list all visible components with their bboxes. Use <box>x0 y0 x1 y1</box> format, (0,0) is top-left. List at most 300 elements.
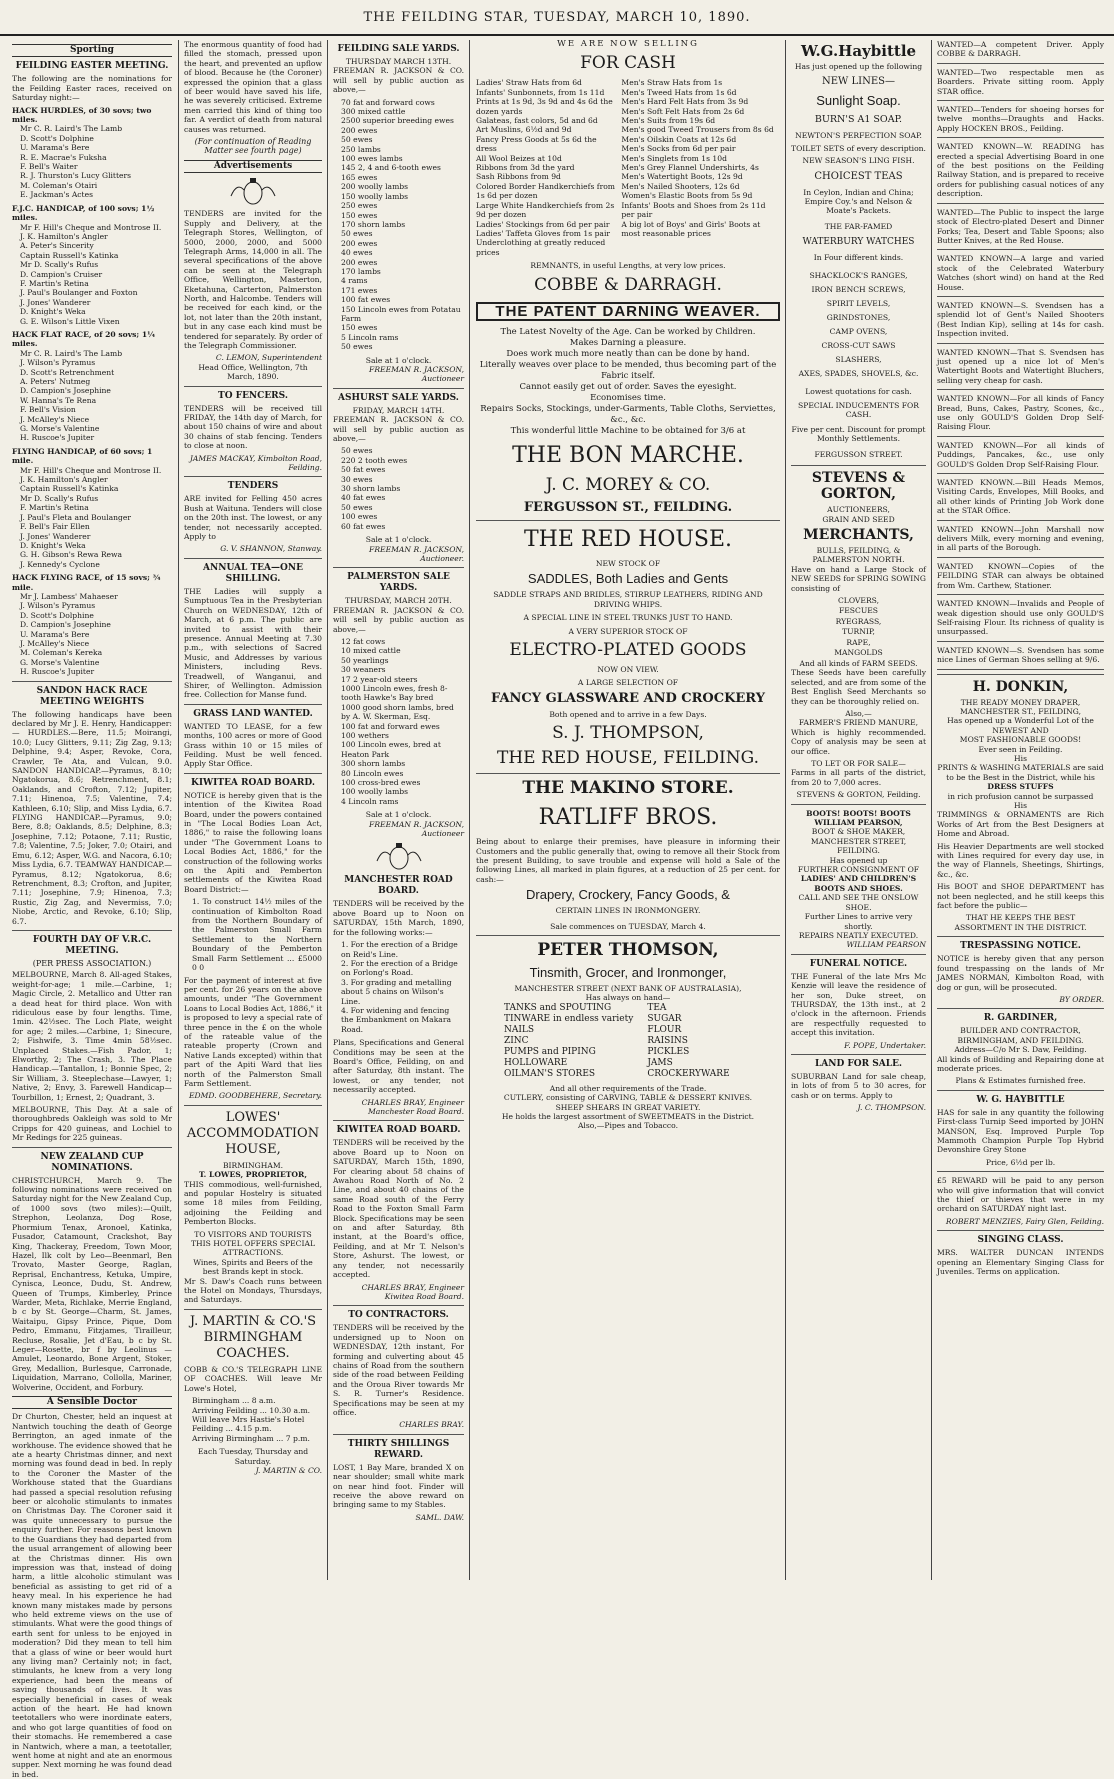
list-item: 200 ewes <box>341 238 378 248</box>
list-item: F. Bell's Fair Ellen <box>20 522 90 532</box>
list-item: CLOVERS, <box>837 595 880 605</box>
list-item: 170 shorn lambs <box>341 219 406 229</box>
list-item: W. Hanna's Te Rena <box>20 395 97 405</box>
ad-text: Has opened up a Wonderful Lot of the <box>947 716 1094 726</box>
ad-title: THE MAKINO STORE. <box>522 778 734 799</box>
list-item: TEA <box>647 1002 667 1013</box>
ad-heading: MANCHESTER ROAD BOARD. <box>344 875 453 897</box>
ad-text: Lowest quotations for cash. <box>805 386 912 396</box>
ad-text: MANCHESTER STREET, FEILDING. <box>810 836 907 856</box>
entry-list <box>20 349 172 443</box>
list-item: D. Scott's Dolphine <box>20 610 94 620</box>
text-line: This wonderful little Machine to be obtained for 3/6 at <box>510 425 746 436</box>
ad-heading: TO FENCERS. <box>218 390 288 401</box>
list-item: Underclothing at greatly reduced prices <box>476 238 606 257</box>
ad-text: REMNANTS, in useful Lengths, at very low prices. <box>530 261 726 271</box>
list-item: SHACKLOCK'S RANGES, <box>809 270 908 280</box>
list-item: Mr C. R. Laird's The Lamb <box>20 348 123 358</box>
list-item: F. Martin's Retina <box>20 278 89 288</box>
continuation-note: (For continuation of Reading Matter see fourth page) <box>194 137 312 156</box>
hardware-list <box>791 269 926 381</box>
ad-text: CALL AND SEE THE ONSLOW SHOE. <box>798 893 919 912</box>
list-item: 200 ewes <box>341 257 378 267</box>
ad-title: FANCY GLASSWARE AND CROCKERY <box>491 690 765 706</box>
list-item: 50 ewes <box>341 446 373 456</box>
ad-title: PETER THOMSON, <box>537 940 719 961</box>
ad-text: And all kinds of FARM SEEDS. <box>799 658 918 668</box>
ad-text: Ever seen in Feilding. <box>978 744 1063 754</box>
article-heading: SANDON HACK RACE MEETING WEIGHTS <box>36 685 148 707</box>
list-item: 50 ewes <box>341 342 373 352</box>
ad-title: Tinsmith, Grocer, and Ironmonger, <box>529 965 727 981</box>
list-item: Mr F. Hill's Cheque and Montrose II. <box>20 465 162 475</box>
ad-text: Head Office, Wellington, 7th March, 1890. <box>198 362 308 382</box>
list-item: RAISINS <box>647 1035 688 1046</box>
ad-text: MOST FASHIONABLE GOODS! <box>959 735 1082 745</box>
ad-heading: J. MARTIN & CO.'S BIRMINGHAM COACHES. <box>189 1313 317 1361</box>
list-item: G. Morse's Valentine <box>20 657 100 667</box>
list-item: 1000 Lincoln ewes, fresh 8-tooth Hawke's Bay bred <box>341 683 448 703</box>
ad-heading: KIWITEA ROAD BOARD. <box>191 777 315 788</box>
list-item: F. Bell's Waiter <box>20 162 78 172</box>
list-item: Arriving Feilding ... 10.30 a.m. <box>192 1405 311 1415</box>
list-item: 70 fat and forward cows <box>341 97 435 107</box>
goods-list-left <box>504 1003 633 1080</box>
ad-title: Sunlight Soap. <box>816 93 901 109</box>
ad-heading: FEILDING SALE YARDS. <box>337 44 460 54</box>
list-item: 100 wethers <box>341 731 389 740</box>
list-item: Captain Russell's Katinka <box>20 250 119 260</box>
list-item: RYEGRASS, <box>835 616 882 626</box>
list-item: F. Bell's Vision <box>20 405 76 415</box>
entry-list <box>20 466 172 569</box>
ad-text: MANCHESTER STREET (NEXT BANK OF AUSTRALASIA), <box>514 984 742 994</box>
ad-text: Five per cent. Discount for prompt Monthly Settlements. <box>791 424 926 444</box>
list-item: TURNIP, <box>842 627 875 637</box>
list-item: Men's Grey Flannel Undershirts, 4s <box>621 163 759 173</box>
list-item: R. E. Macrae's Fuksha <box>20 152 107 162</box>
ad-title: THE BON MARCHE. <box>512 442 744 468</box>
list-item: 2500 superior breeding ewes <box>341 116 454 126</box>
ad-text: AUCTIONEERS, <box>827 505 890 515</box>
ad-text: Further Lines to arrive very shortly. <box>804 912 913 931</box>
ad-heading: WE ARE NOW SELLING <box>557 39 699 49</box>
list-item: RAPE, <box>846 637 871 647</box>
ad-text: SPECIAL INDUCEMENTS FOR CASH. <box>798 401 919 420</box>
list-item: 50 ewes <box>341 229 373 239</box>
signature: EDMD. GOODBEHERE, Secretary. <box>188 1091 322 1101</box>
list-item: 170 lambs <box>341 266 381 276</box>
list-item: Men's Socks from 6d per pair <box>621 144 736 154</box>
signature: FREEMAN R. JACKSON, Auctioneer. <box>369 544 464 563</box>
text-line: Cannot easily get out of order. Saves the eyesight. <box>519 381 737 392</box>
list-item: J. Wilson's Pyramus <box>20 358 96 368</box>
ad-heading: SINGING CLASS. <box>977 1235 1064 1246</box>
ad-text: His Heavier Departments are well stocked with Lines required for every day use, in the way of Flannels, Sheetings, Shirtings, &c., &c. <box>937 841 1104 879</box>
wanted-notice: WANTED KNOWN—A large and varied stock of the Celebrated Waterbury Watches (short wind) on hand at the Red House. <box>937 254 1104 292</box>
list-item: AXES, SPADES, SHOVELS, &c. <box>798 368 919 378</box>
ad-text: BOOT & SHOE MAKER, <box>811 827 906 837</box>
article-text: The enormous quantity of food had filled the stomach, pressed upon the heart, and prevented an upflow of blood. Because he (the Coroner) expressed the opinion that a glass of beer would have saved his life, he was severely criticised. Extreme men carried this kind of thing too far. A verdict of death from natural causes was returned. <box>184 40 322 134</box>
ad-title: BOOTS! BOOTS! BOOTS <box>806 808 911 818</box>
list-item: ZINC <box>504 1035 529 1046</box>
text-line: Literally weaves over place to be mended, thus becoming part of the Fabric itself. <box>479 359 777 381</box>
ad-text: Plans, Specifications and General Conditions may be seen at the Board's Office, Feilding, on and after Saturday, 8th instant. The lowest, or any tender, not necessarily accepted. <box>333 1038 464 1095</box>
wanted-notice: WANTED—Two respectable men as Boarders. Private sitting room. Apply STAR office. <box>937 67 1104 96</box>
list-item: 10 mixed cattle <box>341 646 401 656</box>
list-item: Ladies' Stockings from 6d per pair <box>476 219 610 229</box>
stock-list <box>341 637 464 806</box>
list-item: Sash Ribbons from 9d <box>476 172 561 182</box>
list-item: All Wool Beizes at 10d <box>476 153 562 163</box>
list-item: NAILS <box>504 1024 535 1035</box>
list-item: F. Martin's Retina <box>20 503 89 513</box>
list-item: D. Campion's Josephine <box>20 620 111 630</box>
ad-title: THE RED HOUSE. <box>523 526 733 552</box>
wanted-notice: WANTED—Tenders for shoeing horses for twelve months—Draughts and Hacks. Apply HOCKEN BROS., Feilding. <box>937 105 1104 133</box>
list-item: 165 ewes <box>341 172 378 182</box>
list-item: Mr F. Hill's Cheque and Montrose II. <box>20 222 162 232</box>
list-item: TINWARE in endless variety <box>504 1013 634 1024</box>
ad-text: WANTED TO LEASE, for a few months, 100 acres or more of Good Grass within 10 or 15 miles of Feilding. Must be well fenced. Apply Star Office. <box>184 721 322 769</box>
list-item: 100 fat and forward ewes <box>341 721 440 731</box>
list-item: 150 ewes <box>341 323 378 333</box>
ad-heading: GRASS LAND WANTED. <box>193 708 313 719</box>
signature: BY ORDER. <box>1059 994 1104 1004</box>
list-item: 12 fat cows <box>341 636 386 646</box>
ad-subheading: THURSDAY, MARCH 20TH. <box>345 596 452 606</box>
ad-text: in rich profusion cannot be surpassed <box>947 791 1094 801</box>
ad-text: A SPECIAL LINE IN STEEL TRUNKS JUST TO HAND. <box>523 613 733 623</box>
list-item: 60 fat ewes <box>341 521 386 531</box>
list-item: Mr D. Scally's Rufus <box>20 260 99 270</box>
ad-heading: TO CONTRACTORS. <box>348 1310 449 1321</box>
list-item: D. Knight's Weka <box>20 307 86 317</box>
list-item: SUGAR <box>647 1013 682 1024</box>
ad-text: Empire Coy.'s and Nelson & Moate's Packets. <box>804 197 913 216</box>
list-item: J. K. Hamilton's Angler <box>20 475 108 485</box>
list-item: Men's Suits from 19s 6d <box>621 116 716 126</box>
list-item: Ribbons from 3d the yard <box>476 163 575 173</box>
ad-title: H. DONKIN, <box>972 678 1069 695</box>
list-item: 40 ewes <box>341 248 373 258</box>
list-item: G. E. Wilson's Little Vixen <box>20 316 120 326</box>
article-text: MELBOURNE, March 8. All-aged Stakes, weight-for-age; 1 mile.—Carbine, 1; Magic Circle, 2. Metallico and Utter ran a dead heat for third place. Won with ridiculous ease by four lengths. Time, 1min. 42½sec. The Loch Plate, weight for age; 2 miles.—Carbine, 1; Sinecure, 2; Fishwife, 3. Time 4min 58½sec. Unplaced Stakes.—Fish Pador, 1; Elworthy, 2; The Crash, 3. The Place Handicap.—Tantallon, 1; Bonnie Spec, 2; Sir William, 3. Steeplechase—Lawyer, 1; Native, 2; Envy, 3. Farewell Handicap—Tourbillon, 1; Ernest, 2; Quadrant, 3. <box>12 970 172 1102</box>
ad-text: NEW LINES— <box>822 76 895 88</box>
list-item: FLOUR <box>647 1024 682 1035</box>
ad-text: BOOTS AND SHOES. <box>814 883 903 893</box>
ad-heading: R. GARDINER, <box>983 1013 1058 1024</box>
wanted-notice: WANTED KNOWN—For all kinds of Fancy Bread, Buns, Cakes, Pastry, Scones, &c., use only GOULD'S Golden Drop Self-Raising Flour. <box>937 394 1104 432</box>
ad-text: THAT HE KEEPS THE BEST ASSORTMENT IN THE DISTRICT. <box>954 913 1087 932</box>
article-text: The following handicaps have been declared by Mr J. E. Henry, Handicapper:— HURDLES.—Bere, 11.5; Moirangi, 10.0; Lucy Glitters, 9.11; Zig Zag, 9.13; Delphine, 9.4; Asper, Revoke, Cora, Crawler, Te Ata, and Vulcan, 9.0. SANDON HANDICAP.—Pyramus, 8.10; Ngatokorua, 8.6; Retrenchment, 8.1; Oaklands, and Crofton, 7.12; Jupiter, 7.11; Hinenoa, 7.5; Valentine, 7.4; Kathleen, 6.10; Slip, and Miss Lydia, 6.7. FLYING HANDICAP.—Pyramus, 9.0; Bere, 8.8; Oaklands, 8.5; Delphine, 8.3; Josephine, 7.12; Potaone, 7.11; Rustic, 7.8; Valentine, 7.5; Joker, 7.0; Otairi, and Emu, 6.12; Asper, W.G. and Nacora, 6.10; Miss Lydia, 6.7. TEAMWAY HANDICAP.—Pyramus, 8.12; Ngatokorua, 8.6; Retrenchment, 8.3; Crofton, and Jupiter, 7.11; Josephine, 7.9; Hinenoa, 7.3; Rustic, Zig Zag, and Nevermiss, 7.0; Niobe, Arctic, and Revoke, 6.10; Slip, 6.7. <box>12 709 172 926</box>
entry-list <box>20 592 172 677</box>
signature: ROBERT MENZIES, Fairy Glen, Feilding. <box>945 1216 1104 1226</box>
ad-text: BURN'S A1 SOAP. <box>814 114 903 126</box>
ad-text: Farms in all parts of the district, from 20 to 7,000 acres. <box>791 768 926 787</box>
wanted-notice: WANTED KNOWN—Copies of the FEILDING STAR can always be obtained from Wm. Carthew, Stationer. <box>937 561 1104 590</box>
list-item: 150 Lincoln ewes from Potatau Farm <box>341 304 461 323</box>
list-item: IRON BENCH SCREWS, <box>811 284 906 294</box>
column-1 <box>12 40 172 1779</box>
ad-text: PRINTS & WASHING MATERIALS are said to be the Best in the District, while his <box>937 763 1104 782</box>
wanted-notice: WANTED KNOWN—S. Svendsen has some nice Lines of German Shoes selling at 9/6. <box>937 645 1104 665</box>
text-line: The Latest Novelty of the Age. Can be worked by Children. <box>500 326 756 337</box>
signature: FREEMAN R. JACKSON, Auctioneer <box>369 365 464 384</box>
signature: J. MARTIN & CO. <box>255 1465 322 1475</box>
list-item: 100 Lincoln ewes, bred at Heaton Park <box>341 740 441 759</box>
ad-title: STEVENS & GORTON, <box>811 470 906 503</box>
list-item: Men's Tweed Hats from 1s 6d <box>621 87 737 97</box>
ad-text: In Ceylon, Indian and China; <box>803 187 914 197</box>
ad-title: WILLIAM PEARSON, <box>814 818 903 828</box>
ad-text: Has opened up <box>829 855 888 865</box>
list-item: 17 2 year-old steers <box>341 674 418 684</box>
signature: SAML. DAW. <box>415 1512 464 1522</box>
list-item: 100 woolly lambs <box>341 787 409 797</box>
ad-title: RATLIFF BROS. <box>538 805 718 831</box>
list-item: G. Morse's Valentine <box>20 424 100 434</box>
ad-text: All kinds of Building and Repairing done at moderate prices. <box>937 1054 1104 1073</box>
list-item: 150 woolly lambs <box>341 191 409 201</box>
ad-title: COBBE & DARRAGH. <box>534 274 722 295</box>
wanted-notice: WANTED KNOWN—For all kinds of Puddings, Pancakes, &c., use only GOULD'S Golden Drop Self-Raising Flour. <box>937 440 1104 469</box>
list-item: 250 lambs <box>341 144 381 154</box>
column-6 <box>937 40 1104 1580</box>
ad-text: And all other requirements of the Trade. <box>549 1083 707 1093</box>
article-text: Dr Churton, Chester, held an inquest at Nantwich touching the death of George Berrington, an aged inmate of the workhouse. The evidence showed that he ate a hearty Christmas dinner, and next morning was found dead in bed. In reply to the Coroner the Master of the Workhouse stated that the Guardians had passed a special resolution refusing beer or alcoholic stimulants to inmates on Christmas Day. The Coroner said it was quite unnecessary to pursue the enquiry further. For reasons best known to the Guardians they had departed from the usual arrangement of allowing beer at the Christmas dinner. His own impression was that, instead of doing harm, a little alcoholic stimulant was beneficial as assisting to get rid of a heavy meal. In his experience he had known many mistakes made by persons who held extreme views on the use of stimulants. What were the good things of earth sent for unless to be enjoyed in moderation? Did they mean to tell him that a glass of wine or beer would hurt any living man? Certainly not; in fact, stimulants, he knew from a very long experience, had been the means of saving thousands of lives. It was especially beneficial in cases of weak action of the heart. He had known teetotallers who were inordinate eaters, and who got large quantities of food on their stomachs. He remembered a case in Nantwich, where a man, a teetotaller, went home at night and ate an enormous supper. Next morning he was found dead in bed. <box>12 1412 172 1779</box>
list-item: 5 Lincoln rams <box>341 332 399 342</box>
list-item: A. Peter's Sincerity <box>20 241 94 251</box>
ad-text: FERGUSSON STREET. <box>814 449 903 459</box>
ad-text: Sale at 1 o'clock. <box>365 355 432 365</box>
wanted-notice: WANTED KNOWN—John Marshall now delivers Milk, every morning and evening, in all parts of the Borough. <box>937 524 1104 553</box>
list-item: 100 ewes <box>341 512 378 522</box>
list-item: 100 cross-bred ewes <box>341 778 421 788</box>
wanted-notice: WANTED—A competent Driver. Apply COBBE & DARRAGH. <box>937 40 1104 59</box>
ad-text: Also,—Pipes and Tobacco. <box>577 1121 679 1131</box>
list-item: SLASHERS, <box>835 354 882 364</box>
ad-text: LOST, 1 Bay Mare, branded X on near shoulder; small white mark on near hind foot. Finder will receive the above reward on bringing same to my Stables. <box>333 1462 464 1510</box>
ad-text: Mr S. Daw's Coach runs between the Hotel on Mondays, Thursdays, and Saturdays. <box>184 1276 322 1305</box>
list-item: D. Scott's Retrenchment <box>20 367 115 377</box>
list-item: HOLLOWARE <box>504 1057 568 1068</box>
list-item: Captain Russell's Katinka <box>20 484 119 494</box>
list-item: MANGOLDS <box>834 648 883 658</box>
list-item: A big lot of Boys' and Girls' Boots at most reasonable prices <box>621 219 761 238</box>
list-item: 30 ewes <box>341 474 373 484</box>
ad-text: REPAIRS NEATLY EXECUTED. <box>798 930 919 940</box>
ad-text: DRESS STUFFS <box>987 782 1054 792</box>
list-item: J. Paul's Boulanger and Foxton <box>20 288 138 298</box>
ad-text: THE Ladies will supply a Sumptuous Tea in the Presbyterian Church on WEDNESDAY, 12th of March, at 6 p.m. The public are invited to assist with their presence. Annual Meeting at 7.30 p.m., with selections of Sacred Music, and Addresses by various Ministers, including Revs. Treadwell, of Wanganui, and Shirer, of Wellington. Admission free. Collection for Manse fund. <box>184 586 322 700</box>
list-item: 220 2 tooth ewes <box>341 455 408 465</box>
list-item: Mr J. Lambess' Mahaeser <box>20 591 118 601</box>
ad-title: ELECTRO-PLATED GOODS <box>509 639 747 660</box>
ad-text: Each Tuesday, Thursday and Saturday. <box>197 1447 309 1466</box>
list-item: Men's Oilskin Coats at 12s 6d <box>621 134 737 144</box>
list-item: 80 Lincoln ewes <box>341 768 404 778</box>
ad-text: NEWEST AND <box>992 725 1049 735</box>
ad-text: SHEEP SHEARS IN GREAT VARIETY. <box>555 1102 701 1112</box>
ad-text: NOW ON VIEW. <box>597 664 659 674</box>
list-item: J. Jones' Wanderer <box>20 297 91 307</box>
list-item: 200 ewes <box>341 125 378 135</box>
wanted-notice: WANTED KNOWN—S. Svendsen has a splendid lot of Gent's Nailed Shooters (Best Indian Kip), selling at 14s for cash. Inspection invited. <box>937 300 1104 339</box>
text-line: Makes Darning a pleasure. <box>569 337 687 348</box>
ad-text: TENDERS will be received by the undersigned up to Noon on WEDNESDAY, 12th instant, For forming and culverting about 45 chains of Road from the southern side of the road between Feilding and the Oroua River towards Mr S. R. Turner's Residence. Specifications may be seen at my office. <box>333 1323 464 1417</box>
ad-text: LADIES' AND CHILDREN'S <box>800 874 917 884</box>
list-item: CROCKERYWARE <box>647 1068 730 1079</box>
list-item: Colored Border Handkerchiefs from 1s 6d per dozen <box>476 181 615 201</box>
ad-text: Both opened and to arrive in a few Days. <box>549 709 707 719</box>
ad-title: W.G.Haybittle <box>800 42 917 60</box>
ad-text: CERTAIN LINES IN IRONMONGERY. <box>555 906 701 916</box>
list-item: CROSS-CUT SAWS <box>821 340 896 350</box>
ad-text: TOILET SETS of every description. <box>791 143 926 153</box>
ad-text: 1. To construct 14½ miles of the continuation of Kimbolton Road from the Northern Boundary of the Palmerston Small Farm Settlement to the Northern Boundary of the Pemberton Small Farm Settlement ... £5000 0 0 <box>192 897 322 973</box>
list-item: 250 ewes <box>341 201 378 211</box>
masthead: THE FEILDING STAR, TUESDAY, MARCH 10, 1890. <box>0 10 1114 36</box>
list-item: Fancy Press Goods at 5s 6d the dress <box>476 134 597 154</box>
signature: F. POPE, Undertaker. <box>844 1040 926 1050</box>
list-item: Large White Handkerchiefs from 2s 9d per dozen <box>476 200 615 220</box>
race-label: FLYING HANDICAP, of 60 sovs; 1 mile. <box>12 446 153 466</box>
list-item: J. Kennedy's Cyclone <box>20 559 100 569</box>
wanted-notices <box>937 40 1104 670</box>
list-item: J. Jones' Wanderer <box>20 531 91 541</box>
ad-text: NOTICE is hereby given that any person found trespassing on the lands of Mr JAMES NORMAN, Kimbolton Road, with dog or gun, will be prosecuted. <box>937 954 1104 992</box>
list-item: D. Campion's Cruiser <box>20 269 103 279</box>
ad-title: MERCHANTS, <box>803 526 914 543</box>
ad-text: NOTICE is hereby given that is the intention of the Kiwitea Road Board, under the powers contained in "The Local Bodies Loan Act, 1886," to raise the following loans under "The Government Loans to Local Bodies Act, 1886," for the construction of the following works on the Apiti and Pemberton settlements of the Kiwitea Road Board District:— <box>184 790 322 894</box>
list-item: 100 ewes lambs <box>341 154 403 164</box>
signature: CHARLES BRAY, Engineer Manchester Road Board. <box>361 1097 464 1116</box>
signature: C. LEMON, Superintendent <box>215 353 322 363</box>
list-item: 3. For grading and metalling about 5 chains on Wilson's Line. <box>341 977 452 1006</box>
race-label: F.J.C. HANDICAP, of 100 sovs; 1½ miles. <box>12 203 155 223</box>
ad-text: FREEMAN R. JACKSON & CO. will sell by public auction as above,— <box>333 415 464 444</box>
list-item: 50 ewes <box>341 502 373 512</box>
ad-text: THE Funeral of the late Mrs Mc Kenzie will leave the residence of her son, Duke street, on THURSDAY, the 13th inst., at 2 o'clock in the afternoon. Friends are respectfully requested to accept this invitation. <box>791 971 926 1038</box>
list-item: J. McAlley's Niece <box>20 414 90 424</box>
list-item: Infants' Boots and Shoes from 2s 11d per pair <box>621 200 766 220</box>
ad-title: FERGUSSON ST., FEILDING. <box>523 499 733 515</box>
ad-heading: ASHURST SALE YARDS. <box>338 392 459 403</box>
list-item: J. McAlley's Niece <box>20 638 90 648</box>
ad-text: Wines, Spirits and Beers of the best Brands kept in stock. <box>193 1257 313 1277</box>
list-item: H. Ruscoe's Jupiter <box>20 667 95 677</box>
text-line: Does work much more neatly than can be done by hand. <box>506 348 750 359</box>
column-4 <box>476 40 780 1580</box>
article-subheading: (PER PRESS ASSOCIATION.) <box>32 958 152 968</box>
ad-heading: W. G. HAYBITTLE <box>976 1094 1065 1105</box>
ad-text: Address—C/o Mr S. Daw, Feilding. <box>954 1045 1087 1055</box>
ad-text: NEW SEASON'S LING FISH. <box>802 156 915 166</box>
race-label: HACK HURDLES, of 30 sovs; two miles. <box>12 105 152 125</box>
ad-text: Price, 6½d per lb. <box>985 1157 1056 1167</box>
list-item: J. K. Hamilton's Angler <box>20 231 108 241</box>
ad-text-block <box>476 327 780 437</box>
ad-text: His BOOT and SHOE DEPARTMENT has not been neglected, and he still keeps this fact before the public— <box>937 882 1104 911</box>
list-item: 150 ewes <box>341 210 378 220</box>
ad-text: £5 REWARD will be paid to any person who will give information that will convict the thief or thieves that were in my orchard on SATURDAY night last. <box>937 1176 1104 1214</box>
ad-text: SUBURBAN Land for sale cheap, in lots of from 5 to 30 acres, for cash or on terms. Apply to <box>791 1071 926 1100</box>
list-item: Art Muslins, 6½d and 9d <box>476 125 572 135</box>
signature: J. C. THOMPSON. <box>857 1103 926 1113</box>
list-item: 40 fat ewes <box>341 493 386 503</box>
ad-heading: THIRTY SHILLINGS REWARD. <box>347 1438 450 1460</box>
signature: FREEMAN R. JACKSON, Auctioneer <box>369 819 464 839</box>
ad-heading: FUNERAL NOTICE. <box>809 958 908 969</box>
list-item: TANKS and SPOUTING <box>504 1002 612 1013</box>
ad-text: Have on hand a Large Stock of NEW SEEDS for SPRING SOWING consisting of <box>791 564 926 593</box>
ad-text: THIS commodious, well-furnished, and popular Hostelry is situated some 18 miles from Feilding, adjoining the Feilding and Pemberton Blocks. <box>184 1179 322 1227</box>
list-item: D. Knight's Weka <box>20 540 86 550</box>
works-list <box>341 940 464 1034</box>
ad-text: Being about to enlarge their premises, have pleasure in informing their Customers and the public generally that, owing to remove all their Stock from the present Building, to save trouble and expense will hold a Sale of the following Lines, all marked in plain figures, at a reduction of 25 per cent. for cash:— <box>476 837 780 884</box>
column-rule <box>327 40 328 1580</box>
ad-text: FURTHER CONSIGNMENT OF <box>797 865 920 875</box>
wanted-notice: WANTED KNOWN—Invalids and People of weak digestion should use only GOULD'S Self-raising Flour. Its richness of quality is unsurpassed. <box>937 599 1104 637</box>
list-item: 300 shorn lambs <box>341 759 406 769</box>
goods-list-right <box>647 1003 729 1080</box>
list-item: 4 Lincoln rams <box>341 796 399 806</box>
text-line: Economises time. <box>590 392 666 403</box>
list-item: 171 ewes <box>341 285 378 295</box>
list-item: U. Marama's Bere <box>20 629 90 639</box>
entry-list <box>20 124 172 199</box>
list-item: Prints at 1s 9d, 3s 9d and 4s 6d the dozen yards <box>476 97 613 116</box>
list-item: D. Campion's Josephine <box>20 386 111 396</box>
list-item: 145 2, 4 and 6-tooth ewes <box>341 163 441 173</box>
article-text: MELBOURNE, This Day. At a sale of thoroughbreds Oakleigh was sold to Mr Cripps for 420 guineas, and Lochiel to Mr Redings for 225 guineas. <box>12 1105 172 1143</box>
list-item: R. J. Thurston's Lucy Glitters <box>20 171 132 181</box>
list-item: 100 fat ewes <box>341 295 391 305</box>
ad-text: BUILDER AND CONTRACTOR, BIRMINGHAM, AND FEILDING. <box>957 1026 1084 1045</box>
list-item: 50 fat ewes <box>341 465 386 475</box>
list-item: 200 woolly lambs <box>341 182 409 192</box>
ad-text: SADDLE STRAPS AND BRIDLES, STIRRUP LEATHERS, RIDING AND DRIVING WHIPS. <box>493 590 763 609</box>
article-heading: FOURTH DAY OF V.R.C. MEETING. <box>32 934 152 956</box>
ad-text: His <box>1014 753 1027 763</box>
section-heading: Sporting <box>12 44 172 57</box>
ad-heading: TRESPASSING NOTICE. <box>960 941 1081 952</box>
list-item: J. Paul's Fleta and Boulanger <box>20 512 132 522</box>
ad-text: NEWTON'S PERFECTION SOAP. <box>795 131 922 141</box>
ad-text: Has just opened up the following <box>794 62 923 71</box>
list-item: Men's Hard Felt Hats from 3s 9d <box>621 97 749 107</box>
race-label: HACK FLAT RACE, of 20 sovs; 1¼ miles. <box>12 329 156 349</box>
ad-title: J. C. MOREY & CO. <box>545 474 711 495</box>
ad-text: TO VISITORS AND TOURISTS THIS HOTEL OFFERS SPECIAL ATTRACTIONS. <box>190 1229 316 1258</box>
list-item: 30 shorn lambs <box>341 484 401 494</box>
list-item: PUMPS and PIPING <box>504 1046 596 1057</box>
ad-heading: TENDERS <box>227 481 279 492</box>
ad-text: TENDERS will be received by the above Board up to Noon on SATURDAY, 15th March, 1890, for the following works:— <box>333 899 464 937</box>
column-rule <box>178 40 179 1580</box>
ad-text: Has always on hand— <box>585 993 671 1003</box>
list-item: J. Wilson's Pyramus <box>20 601 96 611</box>
list-item: SPIRIT LEVELS, <box>826 298 891 308</box>
list-item: Will leave Mrs Hastie's Hotel <box>192 1414 305 1424</box>
royal-crest-icon <box>369 841 429 871</box>
column-rule <box>931 40 932 1580</box>
list-item: 30 weaners <box>341 665 386 675</box>
signature: G. V. SHANNON, Stanway. <box>220 544 322 554</box>
stock-list <box>341 446 464 531</box>
ad-text: GRAIN AND SEED <box>822 514 895 524</box>
